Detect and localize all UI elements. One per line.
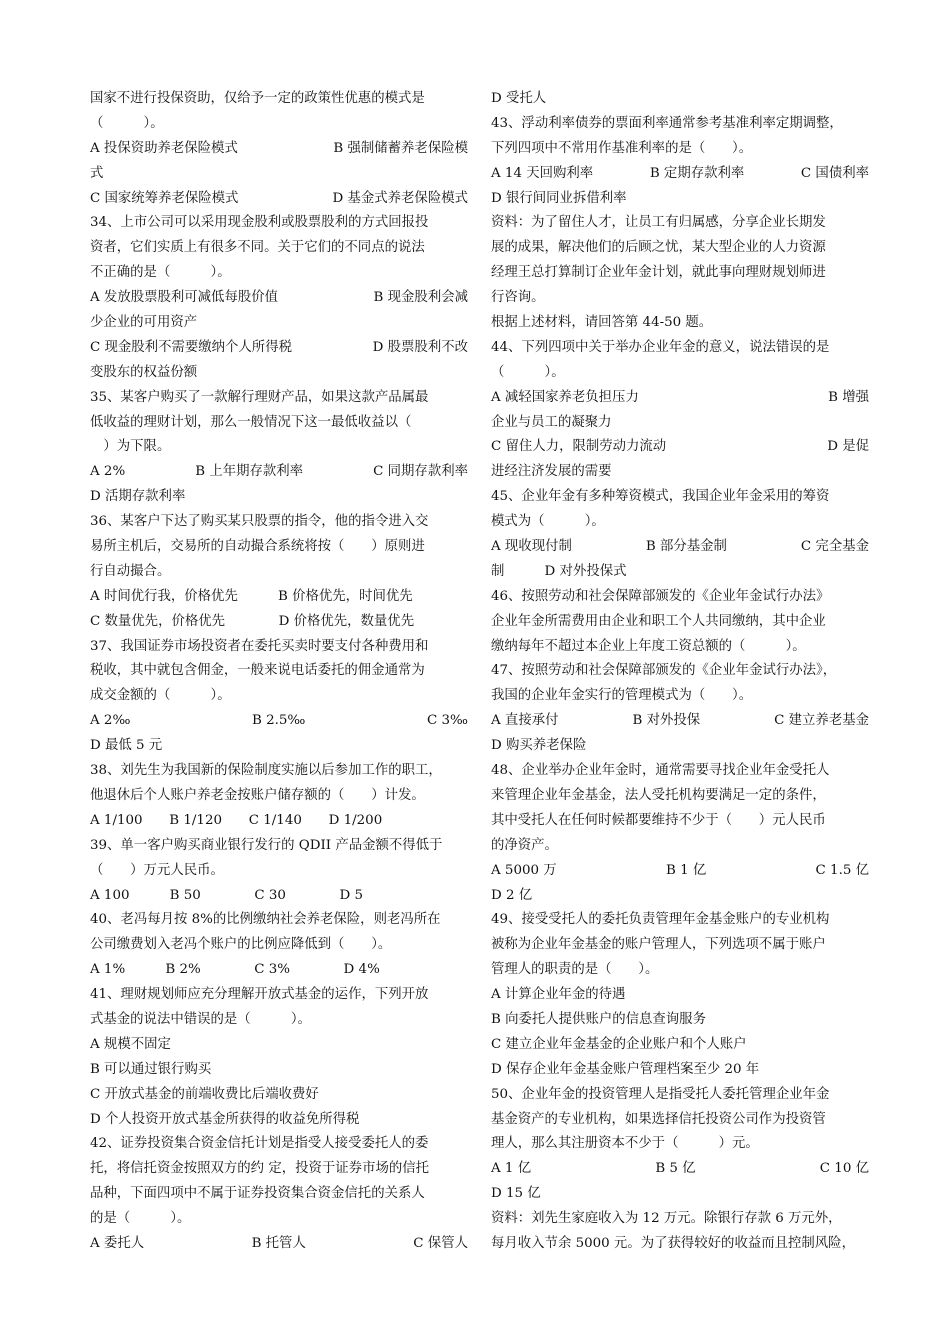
text-cell: B 增强 <box>828 389 869 405</box>
left-column <box>90 87 468 1257</box>
text-line: （ ）。 <box>491 364 565 380</box>
text-line: 资料：为了留住人才，让员工有归属感，分享企业长期发 <box>491 215 826 231</box>
text-cell: A 1 亿 <box>491 1161 532 1177</box>
text-line <box>491 435 869 460</box>
text-line <box>90 336 468 361</box>
text-line: 被称为企业年金基金的账户管理人，下列选项不属于账户 <box>491 937 826 953</box>
text-line <box>90 137 468 162</box>
text-line: D 购买养老保险 <box>491 738 587 754</box>
text-line: 基金资产的专业机构，如果选择信托投资公司作为投资管 <box>491 1111 826 1127</box>
text-line: D 活期存款利率 <box>90 489 186 505</box>
text-line: 34、上市公司可以采用现金股利或股票股利的方式回报投 <box>90 215 429 231</box>
text-line: C 开放式基金的前端收费比后端收费好 <box>90 1086 319 1102</box>
text-cell: A 14 天回购利率 <box>491 165 594 181</box>
text-line: 税收，其中就包含佣金，一般来说电话委托的佣金通常为 <box>90 663 425 679</box>
text-cell: B 定期存款利率 <box>649 165 745 181</box>
text-line: C 数量优先，价格优先 D 价格优先，数量优先 <box>90 613 415 629</box>
text-cell: B 5 亿 <box>655 1161 696 1177</box>
text-cell: A 委托人 <box>90 1235 145 1251</box>
text-cell: B 部分基金制 <box>645 539 727 555</box>
text-cell: B 强制储蓄养老保险模 <box>333 140 468 156</box>
text-cell: A 2‰ <box>90 713 131 729</box>
text-cell: B 现金股利会减 <box>373 290 468 306</box>
text-cell: A 投保资助养老保险模式 <box>90 140 238 156</box>
text-line: 43、浮动利率债券的票面利率通常参考基准利率定期调整， <box>491 115 843 131</box>
text-line: C 建立企业年金基金的企业账户和个人账户 <box>491 1036 747 1052</box>
text-line: 根据上述材料，请回答第 44-50 题。 <box>491 315 713 331</box>
text-cell: C 国家统筹养老保险模式 <box>90 190 239 206</box>
text-line: 42、证券投资集合资金信托计划是指受人接受委托人的委 <box>90 1136 429 1152</box>
text-cell: C 留住人力，限制劳动力流动 <box>491 439 667 455</box>
text-line: 缴纳每年不超过本企业上年度工资总额的（ ）。 <box>491 638 806 654</box>
text-cell: C 同期存款利率 <box>373 464 468 480</box>
text-cell: A 发放股票股利可减低每股价值 <box>90 290 279 306</box>
text-line <box>90 1232 468 1257</box>
text-line <box>491 1157 869 1182</box>
text-line: ）为下限。 <box>90 439 171 455</box>
text-line: 国家不进行投保资助，仅给予一定的政策性优惠的模式是 <box>90 91 425 106</box>
text-line: 模式为（ ）。 <box>491 514 605 530</box>
text-cell: A 5000 万 <box>491 862 557 878</box>
text-cell: B 2.5‰ <box>252 713 306 729</box>
text-line: 变股东的权益份额 <box>90 364 198 380</box>
text-cell: D 基金式养老保险模式 <box>332 190 468 206</box>
text-line: D 受托人 <box>491 91 547 106</box>
text-line: 行自动撮合。 <box>90 563 171 579</box>
text-line: 44、下列四项中关于举办企业年金的意义，说法错误的是 <box>491 339 830 355</box>
text-line: 35、某客户购买了一款解行理财产品，如果这款产品属最 <box>90 389 429 405</box>
text-line <box>90 187 468 212</box>
text-line: 托，将信托资金按照双方的约 定，投资于证券市场的信托 <box>90 1161 430 1177</box>
text-line: 式 <box>90 165 104 181</box>
text-cell: B 托管人 <box>251 1235 306 1251</box>
text-cell: C 建立养老基金 <box>774 713 869 729</box>
text-cell: C 10 亿 <box>819 1161 869 1177</box>
text-line: 下列四项中不常用作基准利率的是（ ）。 <box>491 140 753 156</box>
text-line: 展的成果，解决他们的后顾之忧，某大型企业的人力资源 <box>491 240 826 256</box>
text-line: 48、企业举办企业年金时，通常需要寻找企业年金受托人 <box>491 763 830 779</box>
text-line: 我国的企业年金实行的管理模式为（ ）。 <box>491 688 753 704</box>
text-line <box>90 286 468 311</box>
text-line: 企业年金所需费用由企业和职工个人共同缴纳，其中企业 <box>491 613 826 629</box>
text-line: 41、理财规划师应充分理解开放式基金的运作，下列开放 <box>90 987 429 1003</box>
text-cell: C 现金股利不需要缴纳个人所得税 <box>90 339 292 355</box>
text-line: A 规模不固定 <box>90 1036 171 1052</box>
text-line: 的是（ ）。 <box>90 1211 191 1227</box>
text-line: 低收益的理财计划，那么一般情况下这一最低收益以（ <box>90 414 412 430</box>
text-cell: B 上年期存款利率 <box>195 464 304 480</box>
text-line: 行咨询。 <box>491 290 545 306</box>
text-cell: D 是促 <box>827 439 869 455</box>
text-line: A 1/100 B 1/120 C 1/140 D 1/200 <box>90 812 383 828</box>
text-line: B 可以通过银行购买 <box>90 1061 212 1077</box>
text-line: 经理王总打算制订企业年金计划，就此事向理财规划师进 <box>491 265 826 281</box>
text-line: 成交金额的（ ）。 <box>90 688 231 704</box>
text-line: 他退休后个人账户养老金按账户储存额的（ ）计发。 <box>90 787 425 803</box>
text-line: D 15 亿 <box>491 1186 541 1202</box>
text-line: 36、某客户下达了购买某只股票的指令，他的指令进入交 <box>90 514 429 530</box>
text-line: D 个人投资开放式基金所获得的收益免所得税 <box>90 1111 360 1127</box>
text-line: 资料：刘先生家庭收入为 12 万元。除银行存款 6 万元外， <box>491 1211 842 1227</box>
text-line: 公司缴费划入老冯个账户的比例应降低到（ ）。 <box>90 937 392 953</box>
text-line: 的净资产。 <box>491 837 558 853</box>
text-line: A 计算企业年金的待遇 <box>491 987 626 1003</box>
text-line: A 100 B 50 C 30 D 5 <box>90 887 363 903</box>
text-cell: D 股票股利不改 <box>372 339 468 355</box>
text-line: 每月收入节余 5000 元。为了获得较好的收益而且控制风险， <box>491 1235 855 1251</box>
text-cell: C 完全基金 <box>800 539 869 555</box>
text-cell: B 对外投保 <box>632 713 701 729</box>
text-line: 38、刘先生为我国新的保险制度实施以后参加工作的职工， <box>90 763 442 779</box>
text-line: 47、按照劳动和社会保障部颁发的《企业年金试行办法》， <box>491 663 837 679</box>
text-line: A 1% B 2% C 3% D 4% <box>90 962 380 978</box>
text-line: 易所主机后，交易所的自动撮合系统将按（ ）原则进 <box>90 539 425 555</box>
text-line: B 向委托人提供账户的信息查询服务 <box>491 1011 706 1027</box>
text-line: （ ）万元人民币。 <box>90 862 224 878</box>
text-line: D 2 亿 <box>491 887 533 903</box>
text-line: 50、企业年金的投资管理人是指受托人委托管理企业年金 <box>491 1086 830 1102</box>
text-line: 资者，它们实质上有很多不同。关于它们的不同点的说法 <box>90 240 425 256</box>
text-line: D 银行间同业拆借利率 <box>491 190 627 206</box>
text-line: 制 D 对外投保式 <box>491 563 627 579</box>
text-line: （ ）。 <box>90 115 164 131</box>
text-cell: C 保管人 <box>413 1235 468 1251</box>
text-line <box>491 162 869 187</box>
text-line <box>491 709 869 734</box>
text-line: 少企业的可用资产 <box>90 315 198 331</box>
text-cell: A 现收现付制 <box>491 539 572 555</box>
text-line: 不正确的是（ ）。 <box>90 265 231 281</box>
text-line: 式基金的说法中错误的是（ ）。 <box>90 1011 311 1027</box>
text-line: 来管理企业年金基金，法人受托机构要满足一定的条件， <box>491 787 826 803</box>
text-line <box>491 535 869 560</box>
text-line: 其中受托人在任何时候都要维持不少于（ ）元人民币 <box>491 812 826 828</box>
text-cell: C 1.5 亿 <box>815 862 869 878</box>
text-line <box>491 859 869 884</box>
text-line: 品种，下面四项中不属于证券投资集合资金信托的关系人 <box>90 1186 425 1202</box>
text-line: 管理人的职责的是（ ）。 <box>491 962 659 978</box>
text-cell: B 1 亿 <box>665 862 707 878</box>
text-line: 49、接受受托人的委托负责管理年金基金账户的专业机构 <box>491 912 830 928</box>
text-line: 40、老冯每月按 8%的比例缴纳社会养老保险，则老冯所在 <box>90 912 441 928</box>
text-line: D 保存企业年金基金账户管理档案至少 20 年 <box>491 1061 760 1077</box>
text-line: 45、企业年金有多种筹资模式，我国企业年金采用的筹资 <box>491 489 830 505</box>
text-cell: C 3‰ <box>426 713 468 729</box>
text-line: D 最低 5 元 <box>90 738 163 754</box>
text-cell: A 2% <box>90 464 126 480</box>
right-column <box>491 87 869 1257</box>
text-line <box>491 386 869 411</box>
text-line <box>90 460 468 485</box>
text-cell: A 直接承付 <box>491 713 559 729</box>
text-line: 进经注济发展的需要 <box>491 464 612 480</box>
text-line: 企业与员工的凝聚力 <box>491 414 612 430</box>
text-line: A 时间优行我，价格优先 B 价格优先，时间优先 <box>90 588 413 604</box>
text-cell: A 减轻国家养老负担压力 <box>491 389 639 405</box>
text-cell: C 国债利率 <box>800 165 869 181</box>
text-line: 理人，那么其注册资本不少于（ ）元。 <box>491 1136 759 1152</box>
text-line: 39、单一客户购买商业银行发行的 QDII 产品金额不得低于 <box>90 837 443 853</box>
text-line: 46、按照劳动和社会保障部颁发的《企业年金试行办法》 <box>491 588 830 604</box>
text-line: 37、我国证券市场投资者在委托买卖时要支付各种费用和 <box>90 638 429 654</box>
text-line <box>90 709 468 734</box>
